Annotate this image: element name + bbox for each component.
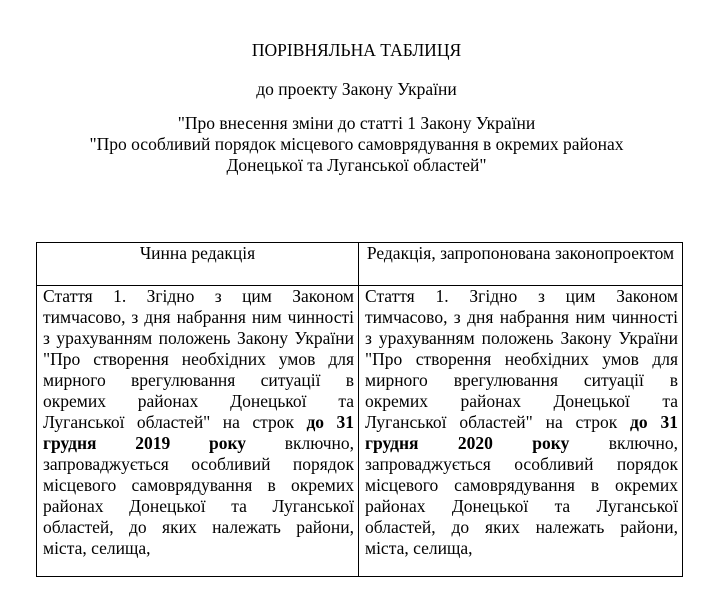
current-text-part-1: Стаття 1. Згідно з цим Законом тимчасово, з дня набрання ним чинності з урахуванням положень Закону України "Про створення необхідних умов для мирного врегулювання ситуації в окремих районах Донецької та Луганської областей" на строк [43,286,354,432]
header-proposed-edition: Редакція, запропонована законопроектом [359,243,683,286]
proposed-text-part-2: включно, запроваджується особливий порядок місцевого самоврядування в окремих районах Донецької та Луганської областей, до яких належать райони, міста, селища, [365,433,678,558]
current-edition-text [43,286,354,576]
proposed-edition-cell [359,286,683,577]
proposed-text-part-1: Стаття 1. Згідно з цим Законом тимчасово, з дня набрання ним чинності з урахуванням положень Закону України "Про створення необхідних умов для мирного врегулювання ситуації в окремих районах Донецької та Луганської областей" на строк [365,286,678,432]
document-subtitle: до проекту Закону України [256,79,457,99]
proposed-term-date: до 31 грудня 2020 року [365,412,678,453]
bill-title-line-3: Донецької та Луганської областей" [226,155,487,175]
table-row [37,286,683,577]
bill-title-line-2: "Про особливий порядок місцевого самоврядування в окремих районах [89,134,624,154]
document-title: ПОРІВНЯЛЬНА ТАБЛИЦЯ [251,40,462,60]
current-edition-cell [37,286,359,577]
table-header-row [37,243,683,286]
current-text-part-2: включно, запроваджується особливий порядок місцевого самоврядування в окремих районах Донецької та Луганської областей, до яких належать райони, міста, селища, [43,433,354,558]
proposed-edition-text [365,286,678,576]
comparison-table [36,242,683,577]
header-current-edition: Чинна редакція [37,243,359,286]
bill-title-line-1: "Про внесення зміни до статті 1 Закону України [177,113,536,133]
current-term-date: до 31 грудня 2019 року [43,412,354,453]
